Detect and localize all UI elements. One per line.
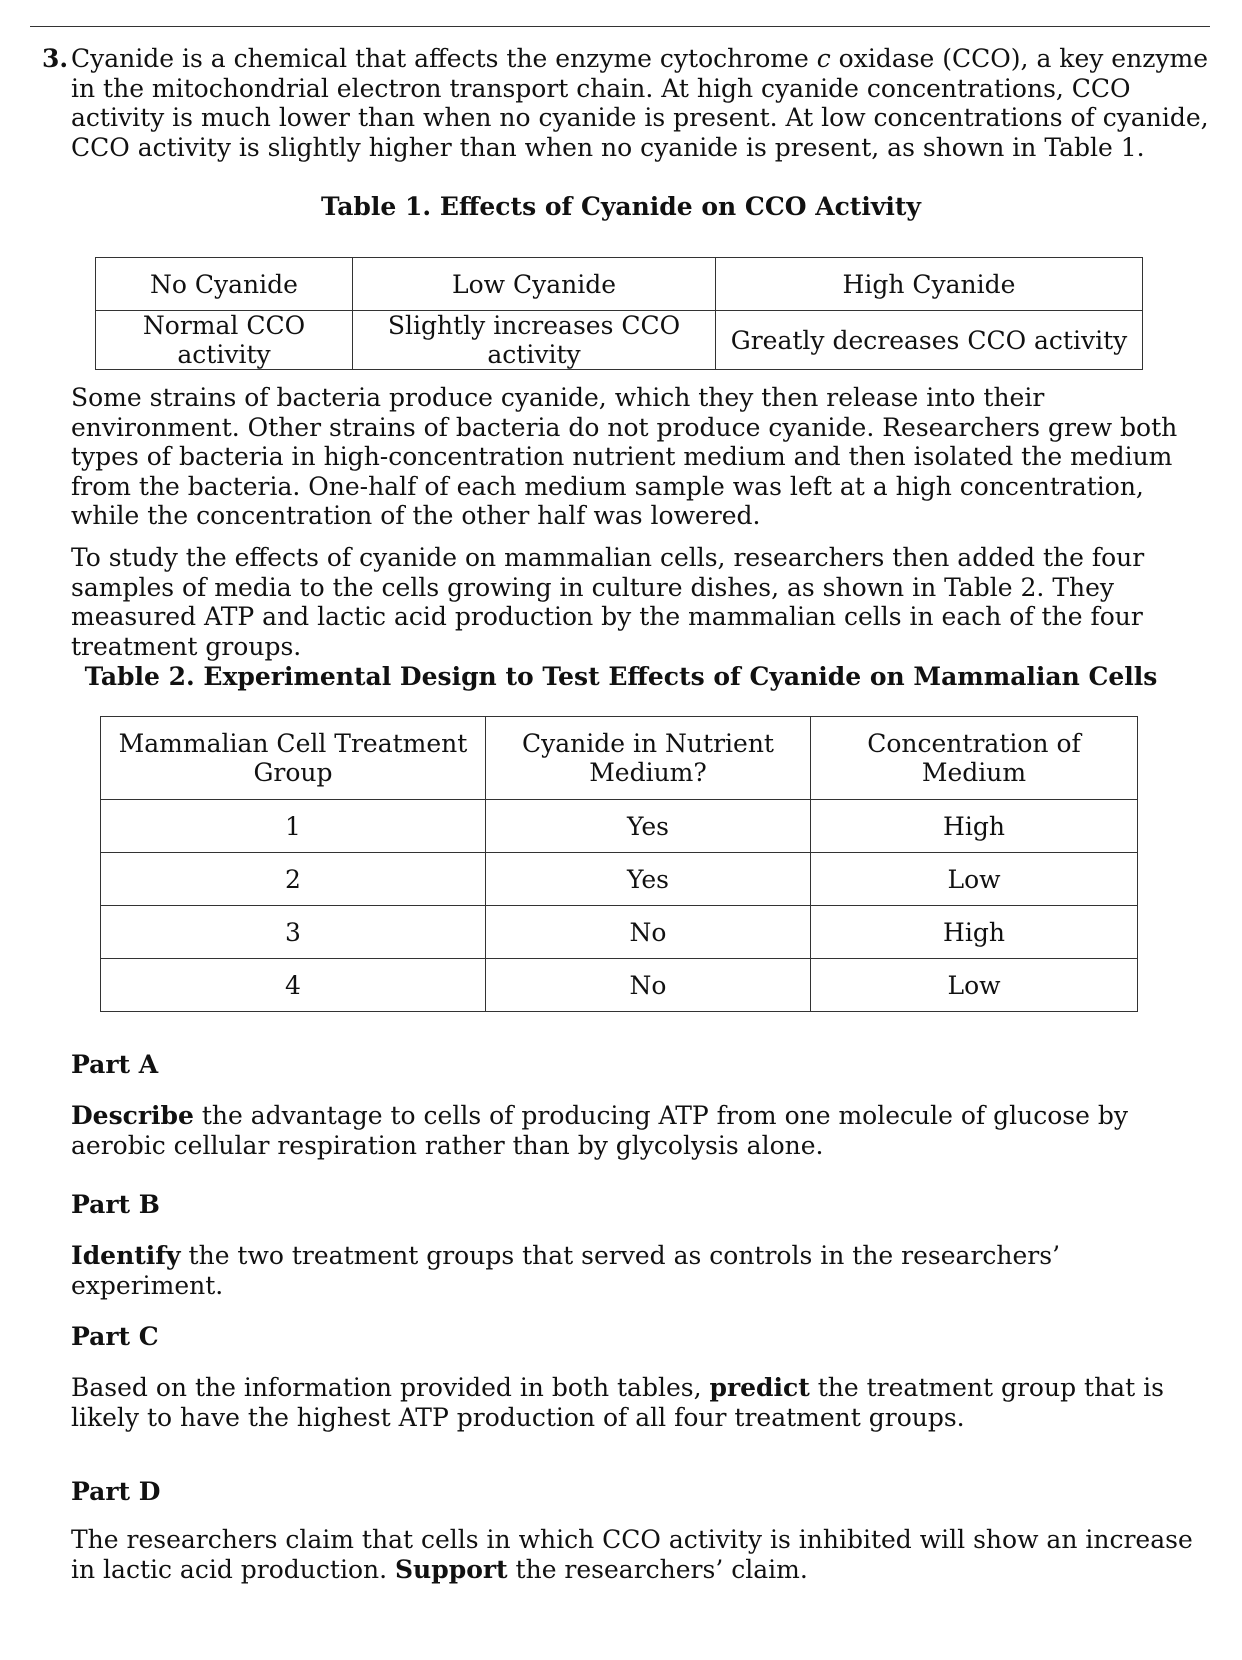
italic-c: c [816,44,831,73]
table2-cell: High [811,800,1138,853]
table1-header-cell: High Cyanide [716,258,1143,311]
part-d-heading: Part D [71,1477,161,1506]
part-a-text: Describe the advantage to cells of producing ATP from one molecule of glucose by aerobic cellular respiration rather than by glycolysis alone. [71,1101,1128,1160]
table-2 [100,716,1138,1012]
table2-caption: Table 2. Experimental Design to Test Effects of Cyanide on Mammalian Cells [84,662,1158,691]
part-b-text: Identify the two treatment groups that served as controls in the researchers’ experiment. [71,1241,1061,1300]
part-a-heading: Part A [71,1050,159,1079]
table2-cell: Yes [486,853,811,906]
table2-cell: 4 [101,959,486,1012]
paragraph-2: To study the effects of cyanide on mammalian cells, researchers then added the four samples of media to the cells growing in culture dishes, as shown in Table 2. They measured ATP and lactic acid production by the mammalian cells in each of the four treatment groups. [71,543,1145,661]
table1-caption: Table 1. Effects of Cyanide on CCO Activity [321,192,921,221]
table-1 [95,257,1143,370]
part-b-heading: Part B [71,1190,160,1219]
table-row [101,800,1138,853]
table2-header-cell: Concentration of Medium [811,717,1138,800]
table2-cell: High [811,906,1138,959]
question-3 [42,44,1210,162]
table2-cell: No [486,959,811,1012]
question-number: 3. [42,44,69,73]
table2-cell: No [486,906,811,959]
part-d-text: The researchers claim that cells in which CCO activity is inhibited will show an increase in lactic acid production. Support the researchers’ claim. [71,1525,1193,1584]
question-text: Cyanide is a chemical that affects the enzyme cytochrome c oxidase (CCO), a key enzyme in the mitochondrial electron transport chain. At high cyanide concentrations, CCO activity is much lower than when no cyanide is present. At low concentrations of cyanide, CCO activity is slightly higher than when no cyanide is present, as shown in Table 1. [71,44,1209,162]
table2-header-cell: Cyanide in Nutrient Medium? [486,717,811,800]
top-rule [30,26,1210,27]
table1-cell: Slightly increases CCO activity [353,311,716,370]
table2-cell: Yes [486,800,811,853]
table2-cell: Low [811,853,1138,906]
table2-cell: 1 [101,800,486,853]
table2-header-row [101,717,1138,800]
table1-data-row [96,311,1143,370]
table2-cell: 3 [101,906,486,959]
table1-header-row [96,258,1143,311]
part-c-text: Based on the information provided in both tables, predict the treatment group that is likely to have the highest ATP production of all four treatment groups. [71,1373,1164,1432]
table2-cell: 2 [101,853,486,906]
table2-header-cell: Mammalian Cell Treatment Group [101,717,486,800]
table-row [101,853,1138,906]
table1-cell: Greatly decreases CCO activity [716,311,1143,370]
table-row [101,906,1138,959]
part-c-heading: Part C [71,1322,159,1351]
table1-header-cell: No Cyanide [96,258,353,311]
table-row [101,959,1138,1012]
paragraph-1: Some strains of bacteria produce cyanide, which they then release into their environment. Other strains of bacteria do not produce cyanide. Researchers grew both types of bacteria in high-concentration nutrient medium and then isolated the medium from the bacteria. One-half of each medium sample was left at a high concentration, while the concentration of the other half was lowered. [71,383,1178,530]
table1-cell: Normal CCO activity [96,311,353,370]
table2-cell: Low [811,959,1138,1012]
table1-header-cell: Low Cyanide [353,258,716,311]
